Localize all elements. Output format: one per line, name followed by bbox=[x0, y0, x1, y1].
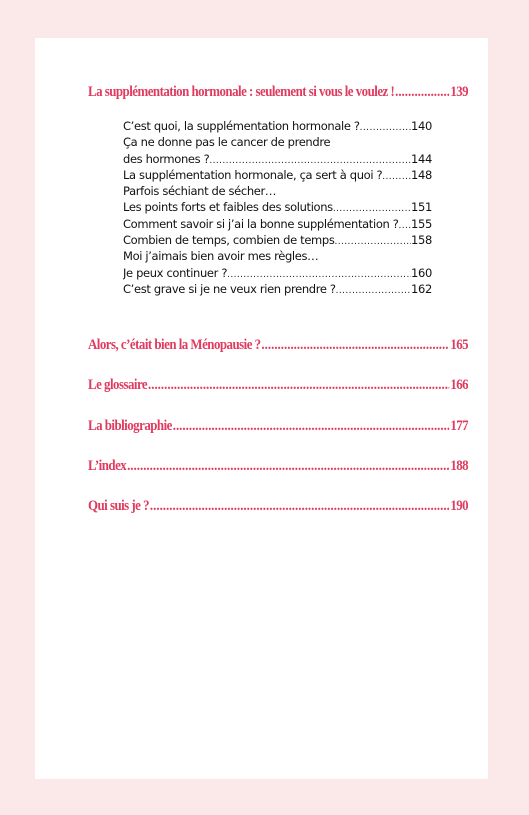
section-page-number: 190 bbox=[450, 498, 469, 514]
dot-leader bbox=[333, 201, 411, 215]
toc-item-text: Parfois séchiant de sécher… bbox=[123, 184, 277, 199]
dot-leader bbox=[209, 153, 411, 167]
dot-leader bbox=[148, 377, 449, 394]
dot-leader bbox=[360, 120, 411, 134]
section-title: La bibliographie bbox=[88, 418, 172, 434]
dot-leader bbox=[227, 267, 411, 281]
dot-leader bbox=[261, 337, 449, 354]
toc-item-page: 151 bbox=[410, 200, 432, 215]
toc-item-line[interactable] bbox=[123, 118, 432, 134]
toc-item-page: 158 bbox=[410, 233, 432, 248]
section-page-number: 139 bbox=[450, 84, 469, 100]
toc-section-glossaire[interactable] bbox=[88, 377, 468, 394]
toc-item-line[interactable] bbox=[123, 232, 432, 248]
toc-item-page: 160 bbox=[410, 265, 432, 280]
toc-item-line[interactable] bbox=[123, 248, 432, 264]
toc-section-qui-suis-je[interactable] bbox=[88, 498, 468, 515]
subsection-list bbox=[123, 118, 432, 297]
dot-leader bbox=[150, 498, 450, 515]
toc-section-supplementation[interactable] bbox=[88, 84, 468, 101]
toc-item-text: Comment savoir si j’ai la bonne supplémentation ? bbox=[123, 216, 399, 231]
section-page-number: 166 bbox=[450, 377, 469, 393]
section-title: Qui suis je ? bbox=[88, 498, 150, 514]
toc-item-text: Moi j’aimais bien avoir mes règles… bbox=[123, 249, 319, 264]
dot-leader bbox=[382, 169, 411, 183]
section-title: L’index bbox=[88, 458, 127, 474]
section-page-number: 177 bbox=[450, 418, 469, 434]
toc-item-line[interactable] bbox=[123, 216, 432, 232]
toc-page bbox=[35, 38, 488, 779]
toc-section-index[interactable] bbox=[88, 458, 468, 475]
toc-item-page: 148 bbox=[410, 167, 432, 182]
dot-leader bbox=[127, 458, 449, 475]
dot-leader bbox=[173, 418, 450, 435]
section-title: Le glossaire bbox=[88, 377, 148, 393]
toc-item-page: 140 bbox=[410, 119, 432, 133]
section-page-number: 188 bbox=[450, 458, 469, 474]
dot-leader bbox=[399, 218, 411, 232]
toc-item-line[interactable] bbox=[123, 265, 432, 281]
toc-item-text: C’est quoi, la supplémentation hormonale ? bbox=[123, 119, 360, 133]
toc-item-text: Ça ne donne pas le cancer de prendre bbox=[123, 135, 331, 150]
section-page-number: 165 bbox=[450, 337, 469, 353]
dot-leader bbox=[336, 283, 411, 297]
toc-item-line[interactable] bbox=[123, 167, 432, 183]
toc-item-page: 155 bbox=[410, 216, 432, 231]
toc-item-page: 162 bbox=[410, 281, 432, 296]
toc-item-line[interactable] bbox=[123, 199, 432, 215]
toc-item-line[interactable] bbox=[123, 151, 432, 167]
toc-item-line[interactable] bbox=[123, 281, 432, 297]
section-title: Alors, c’était bien la Ménopausie ? bbox=[88, 337, 261, 353]
toc-section-menopausie[interactable] bbox=[88, 337, 468, 354]
toc-section-bibliographie[interactable] bbox=[88, 418, 468, 435]
toc-item-text: Je peux continuer ? bbox=[123, 265, 228, 280]
section-title: La supplémentation hormonale : seulement si vous le voulez ! bbox=[88, 84, 395, 100]
toc-item-text: La supplémentation hormonale, ça sert à quoi ? bbox=[123, 167, 383, 182]
dot-leader bbox=[335, 234, 411, 248]
toc-item-line[interactable] bbox=[123, 183, 432, 199]
toc-item-page: 144 bbox=[410, 151, 432, 166]
toc-item-text: des hormones ? bbox=[123, 151, 210, 166]
dot-leader bbox=[395, 84, 449, 101]
toc-item-line[interactable] bbox=[123, 134, 432, 150]
toc-item-text: Combien de temps, combien de temps bbox=[123, 233, 335, 248]
toc-item-text: C’est grave si je ne veux rien prendre ? bbox=[123, 281, 336, 296]
toc-item-text: Les points forts et faibles des solutions bbox=[123, 200, 333, 215]
